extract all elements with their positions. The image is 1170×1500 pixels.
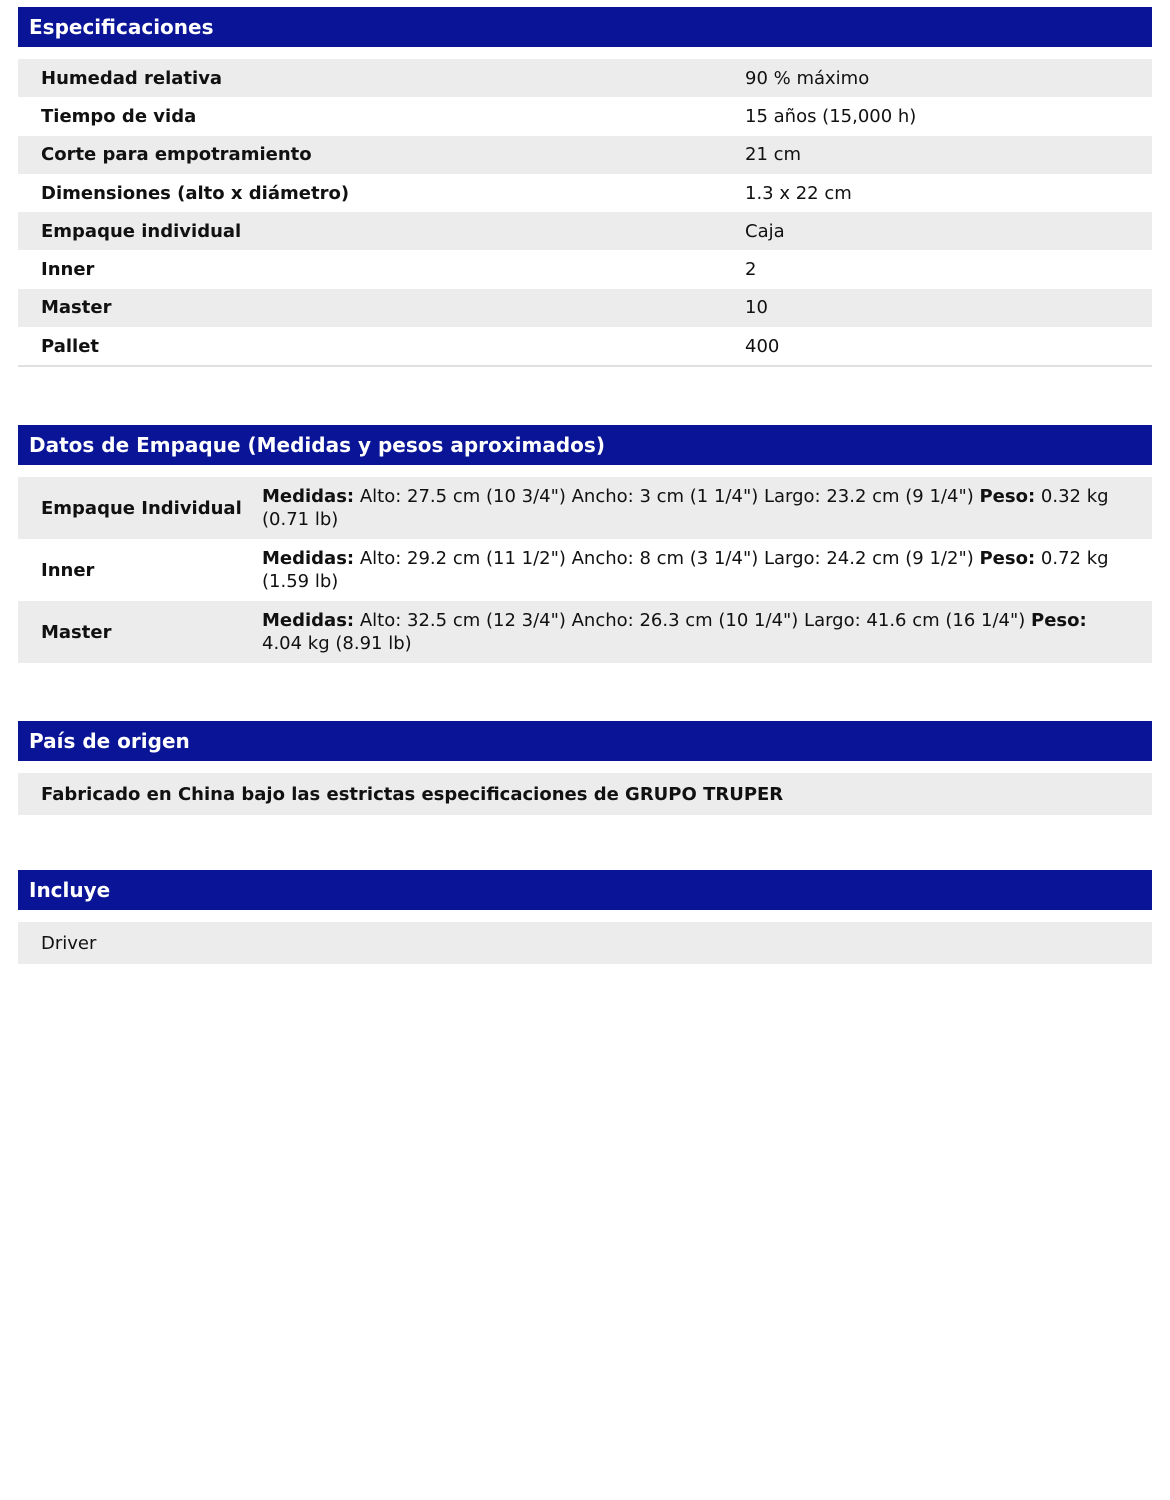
especificaciones-table xyxy=(18,59,1152,365)
pack-row xyxy=(18,539,1152,601)
medidas-value: Alto: 29.2 cm (11 1/2") Ancho: 8 cm (3 1/4") Largo: 24.2 cm (9 1/2") xyxy=(359,548,974,569)
spec-row xyxy=(18,212,1152,250)
pack-row xyxy=(18,477,1152,539)
peso-value: 4.04 kg (8.91 lb) xyxy=(262,633,412,654)
empaque-table xyxy=(18,477,1152,663)
spec-row xyxy=(18,97,1152,135)
incluye-text: Driver xyxy=(41,932,97,954)
spec-row xyxy=(18,289,1152,327)
spec-value: 10 xyxy=(745,297,768,319)
pack-value xyxy=(262,609,1152,655)
empaque-section xyxy=(18,425,1152,663)
peso-label: Peso: xyxy=(979,486,1036,507)
medidas-value: Alto: 27.5 cm (10 3/4") Ancho: 3 cm (1 1/4") Largo: 23.2 cm (9 1/4") xyxy=(359,486,974,507)
incluye-table xyxy=(18,922,1152,964)
medidas-value: Alto: 32.5 cm (12 3/4") Ancho: 26.3 cm (10 1/4") Largo: 41.6 cm (16 1/4") xyxy=(359,610,1026,631)
spec-label: Inner xyxy=(41,259,95,281)
spec-row xyxy=(18,174,1152,212)
pack-row xyxy=(18,601,1152,663)
spec-label: Tiempo de vida xyxy=(41,105,197,127)
spec-label: Empaque individual xyxy=(41,220,242,242)
origen-table xyxy=(18,773,1152,815)
empaque-header: Datos de Empaque (Medidas y pesos aproximados) xyxy=(18,425,1152,465)
spec-row xyxy=(18,327,1152,365)
origen-row xyxy=(18,773,1152,815)
spec-label: Humedad relativa xyxy=(41,67,223,89)
spec-row xyxy=(18,250,1152,288)
pack-label: Inner xyxy=(41,559,95,581)
spec-value: 21 cm xyxy=(745,144,802,166)
pack-value xyxy=(262,485,1152,531)
medidas-label: Medidas: xyxy=(262,548,355,569)
peso-label: Peso: xyxy=(1031,610,1087,631)
especificaciones-header: Especificaciones xyxy=(18,7,1152,47)
especificaciones-section xyxy=(18,7,1152,367)
spec-label: Corte para empotramiento xyxy=(41,144,312,166)
especificaciones-divider xyxy=(18,365,1152,367)
spec-value: 90 % máximo xyxy=(745,67,870,89)
incluye-row xyxy=(18,922,1152,964)
spec-value: Caja xyxy=(745,220,785,242)
incluye-header: Incluye xyxy=(18,870,1152,910)
spec-label: Dimensiones (alto x diámetro) xyxy=(41,182,350,204)
peso-value: 0.72 kg (1.59 lb) xyxy=(262,548,1109,592)
peso-value: 0.32 kg (0.71 lb) xyxy=(262,486,1109,530)
spec-label: Pallet xyxy=(41,335,100,357)
spec-value: 2 xyxy=(745,259,757,281)
origen-header: País de origen xyxy=(18,721,1152,761)
spec-label: Master xyxy=(41,297,112,319)
spec-row xyxy=(18,59,1152,97)
origen-section xyxy=(18,721,1152,815)
spec-row xyxy=(18,136,1152,174)
pack-value xyxy=(262,547,1152,593)
pack-label: Master xyxy=(41,621,112,643)
spec-value: 400 xyxy=(745,335,780,357)
spec-value: 1.3 x 22 cm xyxy=(745,182,852,204)
incluye-section xyxy=(18,870,1152,964)
origen-text: Fabricado en China bajo las estrictas especificaciones de GRUPO TRUPER xyxy=(41,783,784,805)
spec-value: 15 años (15,000 h) xyxy=(745,105,917,127)
peso-label: Peso: xyxy=(979,548,1036,569)
medidas-label: Medidas: xyxy=(262,486,355,507)
medidas-label: Medidas: xyxy=(262,610,355,631)
pack-label: Empaque Individual xyxy=(41,497,242,519)
